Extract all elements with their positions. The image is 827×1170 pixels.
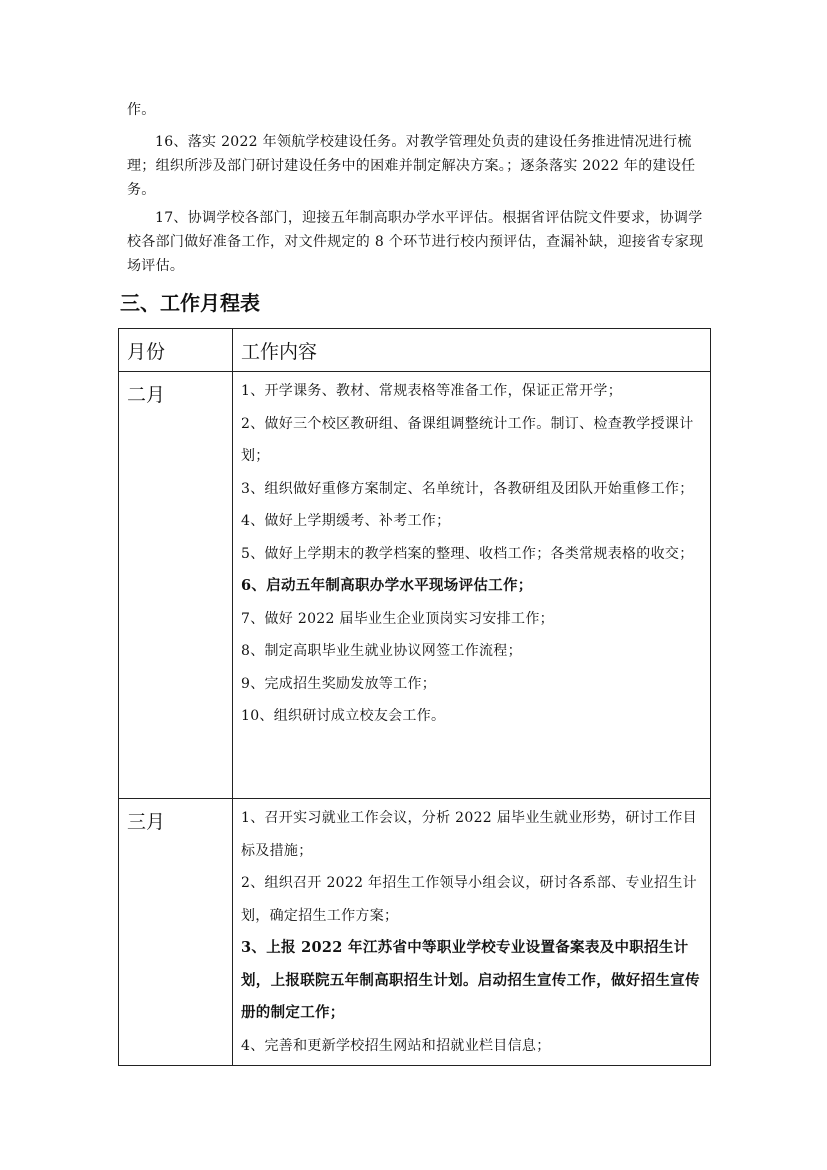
month-cell: 二月 — [119, 372, 233, 799]
table-row — [119, 372, 711, 799]
section-heading: 三、工作月程表 — [120, 291, 260, 315]
task-item: 4、做好上学期缓考、补考工作； — [241, 513, 451, 529]
task-item: 1、开学课务、教材、常规表格等准备工作，保证正常开学； — [241, 383, 623, 399]
table-header-row — [119, 329, 711, 372]
task-item: 9、完成招生奖励发放等工作； — [241, 675, 437, 692]
task-item: 2、做好三个校区教研组、备课组调整统计工作。制订、检查教学授课计划； — [241, 415, 694, 464]
task-item: 3、组织做好重修方案制定、名单统计，各教研组及团队开始重修工作； — [241, 480, 694, 497]
task-item-highlighted: 6、启动五年制高职办学水平现场评估工作； — [241, 577, 533, 594]
table-row — [119, 799, 711, 1066]
paragraph-continuation: 作。 — [127, 102, 156, 118]
task-item: 7、做好 2022 届毕业生企业顶岗实习安排工作； — [241, 610, 554, 627]
content-cell — [233, 372, 711, 799]
task-item: 1、召开实习就业工作会议，分析 2022 届毕业生就业形势，研讨工作目标及措施； — [241, 810, 697, 859]
task-list — [241, 802, 702, 1062]
header-month: 月份 — [119, 329, 233, 372]
task-item-highlighted: 3、上报 2022 年江苏省中等职业学校专业设置备案表及中职招生计划，上报联院五年制高职招生计划。启动招生宣传工作，做好招生宣传册的制定工作； — [241, 939, 700, 1021]
paragraph-item-17: 17、协调学校各部门，迎接五年制高职办学水平评估。根据省评估院文件要求，协调学校各部门做好准备工作，对文件规定的 8 个环节进行校内预评估，查漏补缺，迎接省专家现场评估。 — [127, 210, 704, 274]
schedule-table — [118, 328, 711, 1066]
task-item: 4、完善和更新学校招生网站和招就业栏目信息； — [241, 1037, 551, 1054]
task-list — [241, 375, 702, 733]
task-item: 5、做好上学期末的教学档案的整理、收档工作；各类常规表格的收交； — [241, 545, 694, 562]
task-item: 2、组织召开 2022 年招生工作领导小组会议，研讨各系部、专业招生计划，确定招生工作方案； — [241, 875, 697, 924]
task-item: 10、组织研讨成立校友会工作。 — [241, 708, 446, 724]
task-item: 8、制定高职毕业生就业协议网签工作流程； — [241, 643, 522, 659]
content-cell — [233, 799, 711, 1066]
header-content: 工作内容 — [233, 329, 711, 372]
paragraph-item-16: 16、落实 2022 年领航学校建设任务。对教学管理处负责的建设任务推进情况进行梳理；组织所涉及部门研讨建设任务中的困难并制定解决方案。；逐条落实 2022 年的建设任务。 — [127, 134, 696, 198]
month-cell: 三月 — [119, 799, 233, 1066]
